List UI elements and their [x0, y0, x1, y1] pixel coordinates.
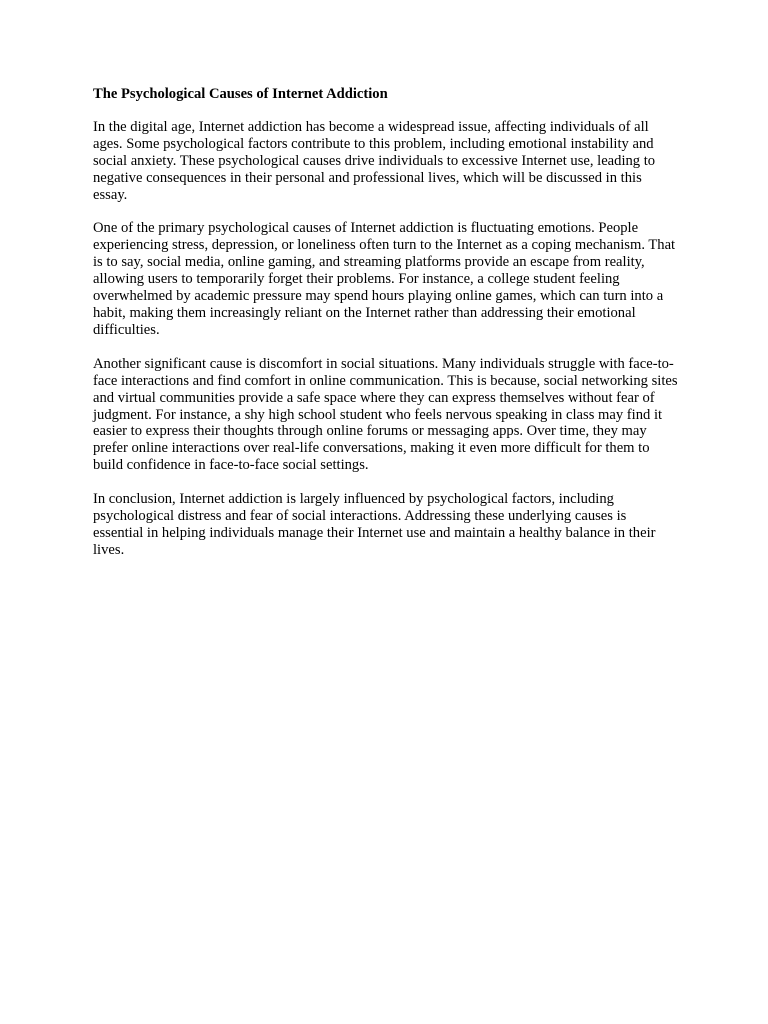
paragraph-emotions: One of the primary psychological causes of Internet addiction is fluctuating emotions. People experiencing stress, depression, or loneliness often turn to the Internet as a coping mechanism. That is to say, social media, online gaming, and streaming platforms provide an escape from reality, allowing users to temporarily forget their problems. For instance, a college student feeling overwhelmed by academic pressure may spend hours playing online games, which can turn into a habit, making them increasingly reliant on the Internet rather than addressing their emotional difficulties. [93, 220, 676, 338]
document-body [93, 86, 678, 576]
paragraph-introduction: In the digital age, Internet addiction has become a widespread issue, affecting individuals of all ages. Some psychological factors contribute to this problem, including emotional instability and social anxiety. These psychological causes drive individuals to excessive Internet use, leading to negative consequences in their personal and professional lives, which will be discussed in this essay. [93, 118, 656, 203]
paragraph-social-discomfort: Another significant cause is discomfort in social situations. Many individuals struggle with face-to-face interactions and find comfort in online communication. This is because, social networking sites and virtual communities provide a safe space where they can express themselves without fear of judgment. For instance, a shy high school student who feels nervous speaking in class may find it easier to express their thoughts through online forums or messaging apps. Over time, they may prefer online interactions over real-life conversations, making it even more difficult for them to build confidence in face-to-face social settings. [93, 355, 678, 474]
paragraph-conclusion: In conclusion, Internet addiction is largely influenced by psychological factors, including psychological distress and fear of social interactions. Addressing these underlying causes is essential in helping individuals manage their Internet use and maintain a healthy balance in their lives. [93, 491, 656, 558]
document-title: The Psychological Causes of Internet Addiction [93, 86, 388, 102]
